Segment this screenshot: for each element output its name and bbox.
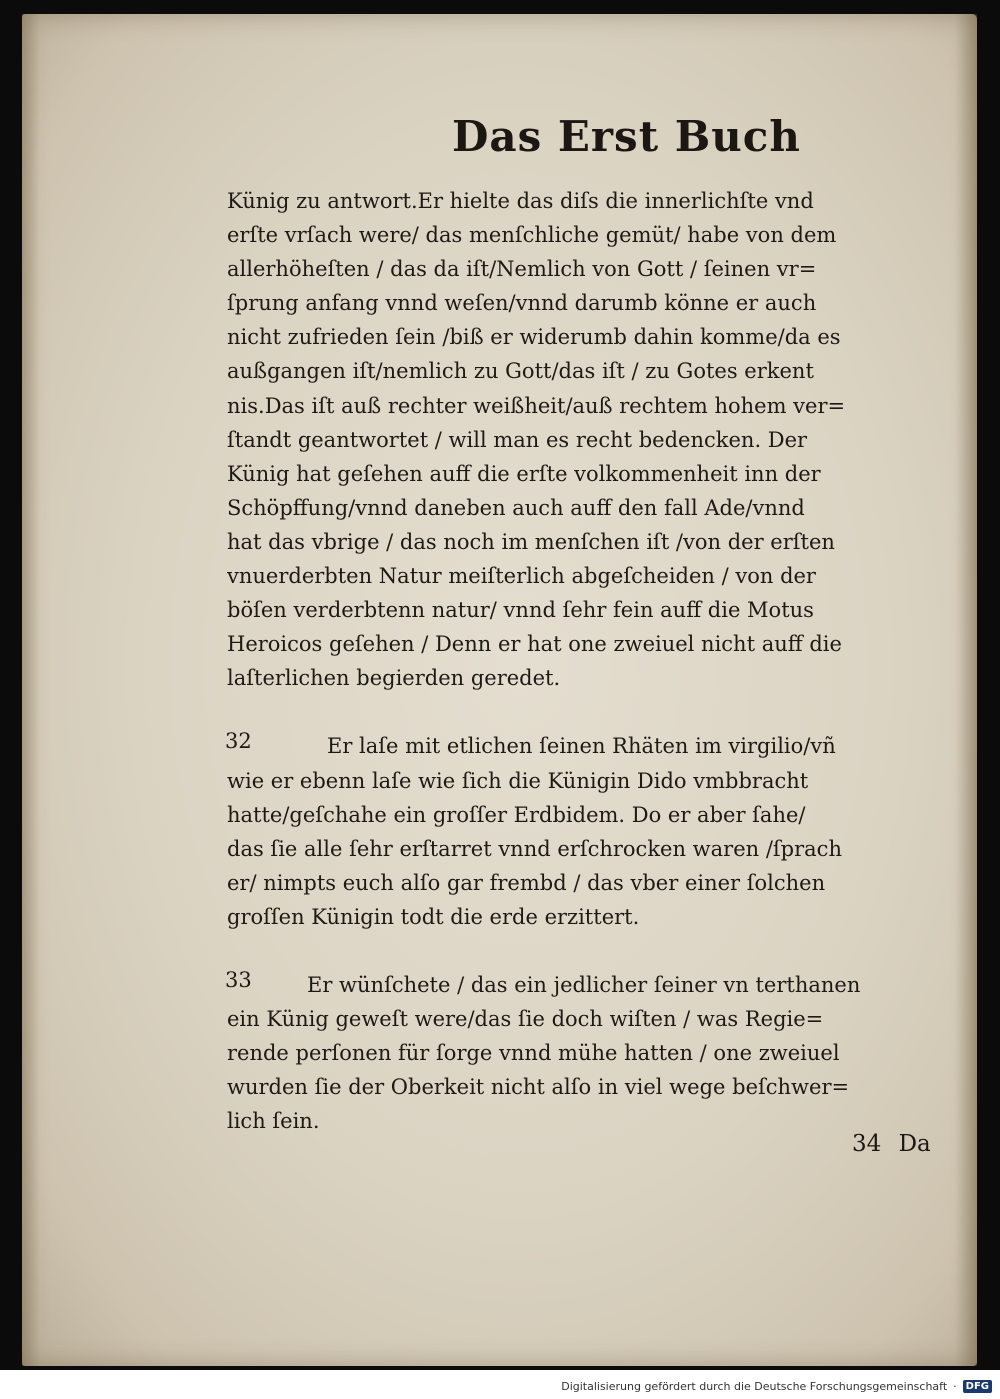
text-line: wie er ebenn laſe wie ſich die Künigin Dido vmbbracht (227, 768, 809, 793)
catchword: 34 Da (852, 1131, 931, 1157)
text-line: das ſie alle ſehr erſtarret vnnd erſchrocken waren /ſprach (227, 836, 842, 861)
paragraph-number: 32 (225, 729, 252, 754)
text-line: laſterlichen begierden geredet. (227, 666, 561, 691)
book-page (22, 14, 977, 1366)
text-line: allerhöheſten / das da iſt/Nemlich von Gott / ſeinen vr= (227, 257, 817, 282)
text-line: rende perſonen für ſorge vnnd mühe hatten / one zweiuel (227, 1041, 840, 1066)
paragraph-33 (227, 968, 957, 1138)
text-line: ein Künig geweſt were/das ſie doch wiſten / was Regie= (227, 1007, 824, 1032)
text-line: hatte/geſchahe ein groſſer Erdbidem. Do er aber ſahe/ (227, 802, 806, 827)
text-line: vnuerderbten Natur meiſterlich abgeſcheiden / von der (227, 564, 816, 589)
text-line: ſtandt geantwortet / will man es recht bedencken. Der (227, 427, 808, 452)
footer-separator: · (953, 1379, 957, 1393)
text-line: lich ſein. (227, 1109, 320, 1134)
dfg-logo-icon: DFG (963, 1380, 992, 1393)
text-line: wurden ſie der Oberkeit nicht alſo in viel wege beſchwer= (227, 1075, 850, 1100)
paragraph-31 (227, 184, 957, 695)
text-line: böſen verderbtenn natur/ vnnd ſehr fein auff die Motus (227, 598, 814, 623)
text-line: nis.Das iſt auß rechter weißheit/auß rechtem hohem ver= (227, 393, 846, 418)
text-line: Er laſe mit etlichen ſeinen Rhäten im virgilio/vñ (327, 734, 836, 759)
text-line: außgangen iſt/nemlich zu Gott/das iſt / zu Gotes erkent (227, 359, 814, 384)
paragraph-gap (227, 934, 957, 968)
text-line: Er wünſchete / das ein jedlicher ſeiner vn terthanen (307, 972, 861, 997)
paragraph-32 (227, 729, 957, 934)
text-line: er/ nimpts euch alſo gar frembd / das vber einer ſolchen (227, 870, 826, 895)
page-edge-shadow (955, 14, 977, 1366)
text-line: Künig zu antwort.Er hielte das diſs die innerlichſte vnd (227, 189, 814, 213)
footer-credit-text: Digitalisierung gefördert durch die Deutsche Forschungsgemeinschaft (561, 1379, 948, 1393)
page-gutter-shadow (22, 14, 40, 1366)
paragraph-number: 33 (225, 967, 252, 992)
text-line: Schöpffung/vnnd daneben auch auff den fall Ade/vnnd (227, 495, 805, 520)
digitization-footer (561, 1375, 992, 1397)
text-line: Künig hat geſehen auff die erſte volkommenheit inn der (227, 461, 821, 486)
text-line: Heroicos geſehen / Denn er hat one zweiuel nicht auff die (227, 632, 842, 657)
paragraph-gap (227, 695, 957, 729)
text-line: nicht zufrieden ſein /biß er widerumb dahin komme/da es (227, 325, 841, 350)
text-block (227, 184, 957, 1138)
running-head: Das Erst Buch (452, 112, 801, 161)
text-line: ſprung anfang vnnd weſen/vnnd darumb könne er auch (227, 291, 817, 316)
text-line: erſte vrſach were/ das menſchliche gemüt/ habe von dem (227, 223, 837, 248)
text-line: groſſen Künigin todt die erde erzittert. (227, 904, 640, 929)
text-line: hat das vbrige / das noch im menſchen iſt /von der erſten (227, 529, 835, 554)
